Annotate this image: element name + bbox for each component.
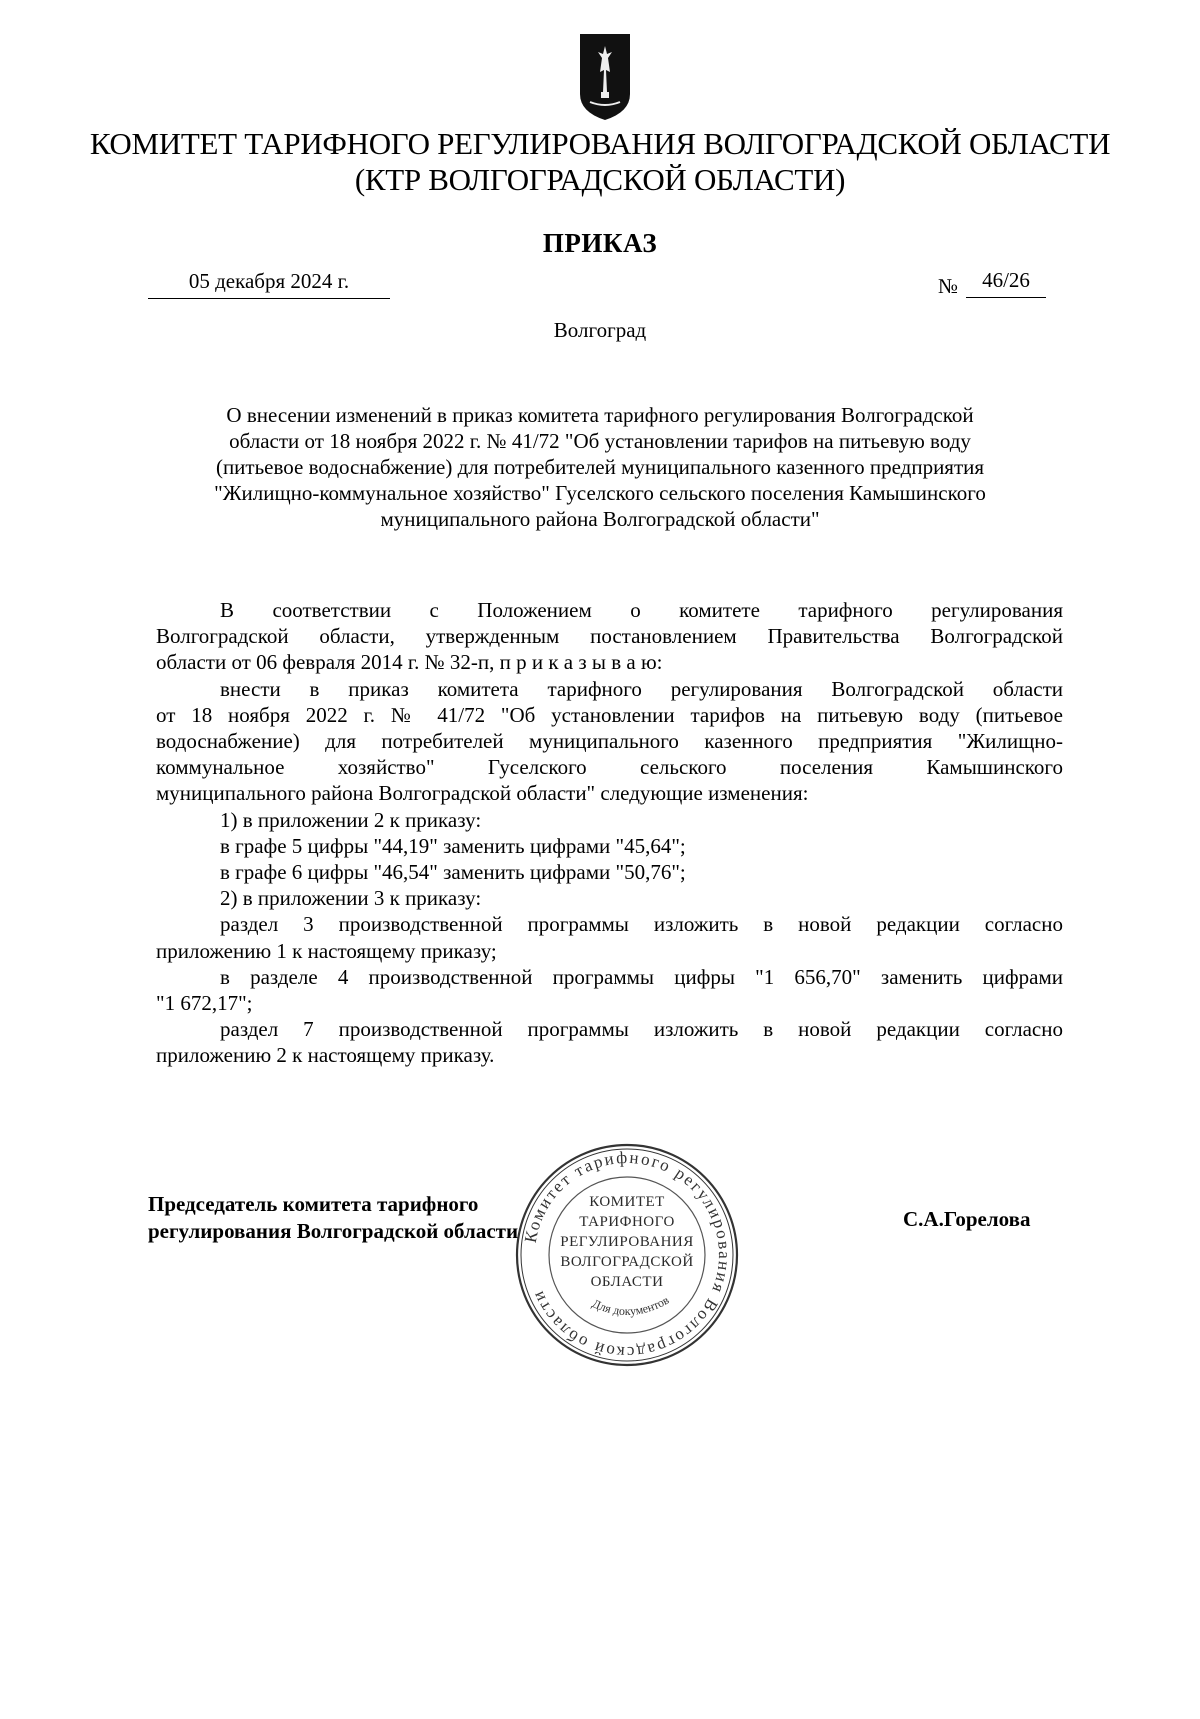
document-date: 05 декабря 2024 г. [148,269,390,299]
document-number: 46/26 [966,268,1046,298]
body-line: приложению 2 к настоящему приказу. [156,1043,495,1068]
document-body [156,597,1063,1069]
seal-bottom-text: Для документов [590,1292,672,1319]
seal-outer-text: Комитет тарифного регулирования Волгоградской области [520,1147,735,1363]
body-line: от 18 ноября 2022 г. № 41/72 "Об установлении тарифов на питьевую воду (питьевое [156,702,1063,727]
number-label: № [938,274,959,298]
body-line: раздел 7 производственной программы изложить в новой редакции согласно [220,1017,1063,1042]
body-line: в разделе 4 производственной программы цифры "1 656,70" заменить цифрами [220,964,1063,989]
body-line: раздел 3 производственной программы изложить в новой редакции согласно [220,912,1063,937]
body-line: 2) в приложении 3 к приказу: [220,886,482,911]
seal-inner-text [552,1192,702,1292]
body-line: муниципального района Волгоградской области" следующие изменения: [156,781,809,806]
seal-inner-line: ТАРИФНОГО [579,1214,675,1230]
body-line: коммунальное хозяйство" Гуселского сельского поселения Камышинского [156,755,1063,780]
body-line: области от 06 февраля 2014 г. № 32-п, п р и к а з ы в а ю: [156,650,663,675]
body-line: В соответствии с Положением о комитете тарифного регулирования [220,598,1063,622]
subject-line: О внесении изменений в приказ комитета тарифного регулирования Волгоградской [226,403,974,427]
organization-abbreviation: (КТР ВОЛГОГРАДСКОЙ ОБЛАСТИ) [354,162,846,197]
seal-inner-line: РЕГУЛИРОВАНИЯ [560,1234,694,1250]
seal-inner-line: ВОЛГОГРАДСКОЙ [560,1254,694,1270]
subject-line: муниципального района Волгоградской области" [380,507,820,531]
seal-inner-line: КОМИТЕТ [589,1194,665,1210]
organization-name: КОМИТЕТ ТАРИФНОГО РЕГУЛИРОВАНИЯ ВОЛГОГРАДСКОЙ ОБЛАСТИ [89,126,1111,161]
document-subject [150,402,1050,532]
body-line: в графе 5 цифры "44,19" заменить цифрами "45,64"; [220,833,686,858]
signatory-position [148,1191,518,1245]
coat-of-arms-icon [578,32,632,122]
body-line: водоснабжение) для потребителей муниципального казенного предприятия "Жилищно- [156,729,1063,754]
subject-line: области от 18 ноября 2022 г. № 41/72 "Об установлении тарифов на питьевую воду [229,429,971,453]
subject-line: (питьевое водоснабжение) для потребителей муниципального казенного предприятия [215,455,985,479]
official-seal-icon [512,1140,742,1370]
subject-line: "Жилищно-коммунальное хозяйство" Гуселского сельского поселения Камышинского [214,481,986,505]
body-line: Волгоградской области, утвержденным постановлением Правительства Волгоградской [156,624,1063,649]
document-type-title: ПРИКАЗ [542,228,658,258]
body-line: приложению 1 к настоящему приказу; [156,938,497,963]
svg-text:Для документов [590,1293,672,1318]
signatory-name: С.А.Горелова [903,1207,1031,1231]
seal-inner-line: ОБЛАСТИ [590,1274,664,1290]
body-line: внести в приказ комитета тарифного регулирования Волгоградской области [220,676,1063,701]
city-name: Волгоград [553,318,647,342]
body-line: 1) в приложении 2 к приказу: [220,807,482,832]
signatory-position-line: регулирования Волгоградской области [148,1219,519,1243]
body-line: "1 672,17"; [156,991,253,1016]
signatory-position-line: Председатель комитета тарифного [148,1192,479,1216]
body-line: в графе 6 цифры "46,54" заменить цифрами "50,76"; [220,860,686,885]
